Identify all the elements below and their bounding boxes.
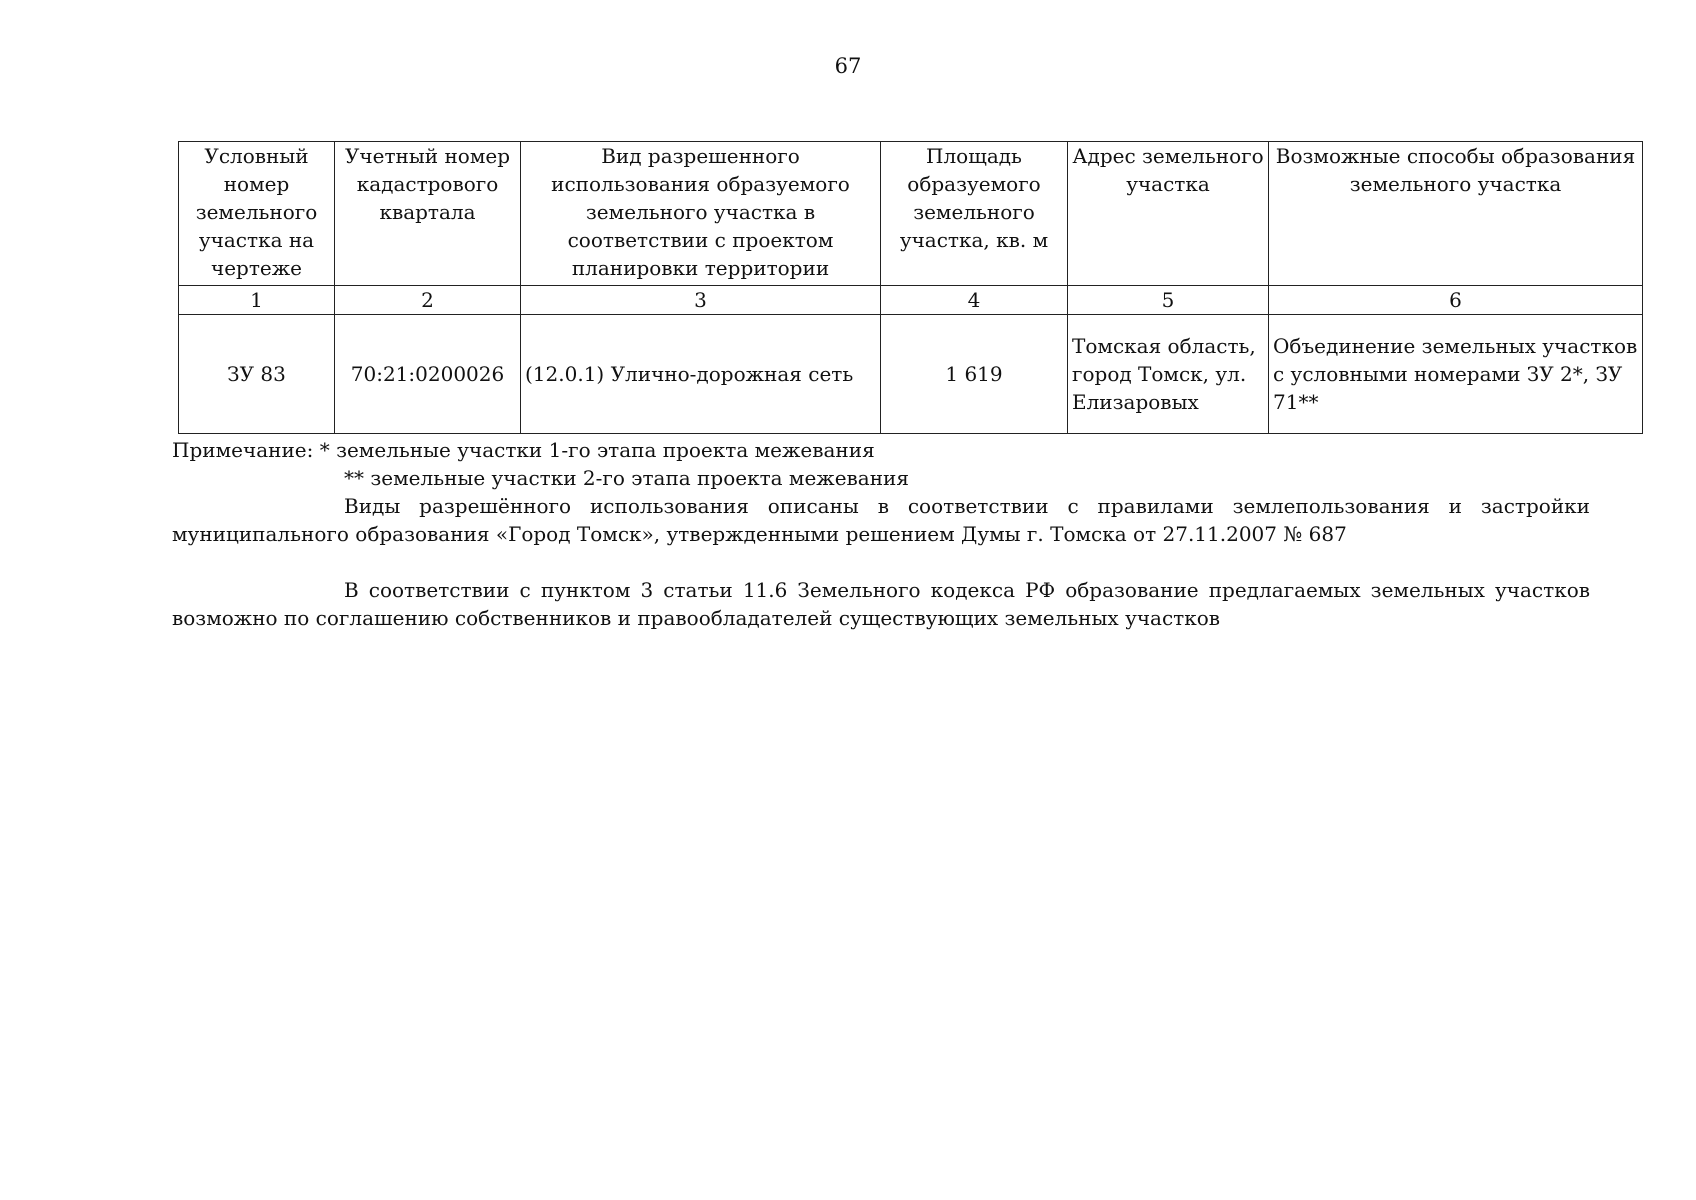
- table-row: [179, 315, 1643, 434]
- spacer: [172, 548, 1590, 576]
- land-code-paragraph-text: В соответствии с пунктом 3 статьи 11.6 Земельного кодекса РФ образование предлагаемых земельных участков возможно по соглашению собственников и правообладателей существующих земельных участков: [172, 578, 1590, 630]
- column-number: 5: [1068, 286, 1269, 315]
- header-area: Площадь образуемого земельного участка, кв. м: [881, 142, 1068, 286]
- header-formation-method: Возможные способы образования земельного участка: [1269, 142, 1643, 286]
- cell-formation-method: Объединение земельных участков с условными номерами ЗУ 2*, ЗУ 71**: [1269, 315, 1643, 434]
- note-permitted-use-rules-text: Виды разрешённого использования описаны в соответствии с правилами землепользования и застройки муниципального образования «Город Томск», утвержденными решением Думы г. Томска от 27.11.2007 № 687: [172, 494, 1590, 546]
- column-number: 2: [335, 286, 521, 315]
- column-number: 6: [1269, 286, 1643, 315]
- column-number: 3: [521, 286, 881, 315]
- page-number: 67: [834, 54, 862, 78]
- column-number: 4: [881, 286, 1068, 315]
- land-plots-table: [178, 141, 1643, 434]
- header-permitted-use: Вид разрешенного использования образуемого земельного участка в соответствии с проектом планировки территории: [521, 142, 881, 286]
- header-cadastral-quarter: Учетный номер кадастрового квартала: [335, 142, 521, 286]
- table-header-row: [179, 142, 1643, 286]
- header-plot-id: Условный номер земельного участка на чертеже: [179, 142, 335, 286]
- cell-permitted-use: (12.0.1) Улично-дорожная сеть: [521, 315, 881, 434]
- cell-area: 1 619: [881, 315, 1068, 434]
- land-plots-table-container: [178, 141, 1642, 434]
- cell-address: Томская область, город Томск, ул. Елизаровых: [1068, 315, 1269, 434]
- column-number-row: [179, 286, 1643, 315]
- note-stage-1: Примечание: * земельные участки 1-го этапа проекта межевания: [172, 438, 875, 462]
- land-code-paragraph: [172, 576, 1590, 632]
- cell-plot-id: ЗУ 83: [179, 315, 335, 434]
- header-address: Адрес земельного участка: [1068, 142, 1269, 286]
- cell-cadastral-quarter: 70:21:0200026: [335, 315, 521, 434]
- column-number: 1: [179, 286, 335, 315]
- notes-section: [172, 436, 1590, 632]
- note-stage-2: ** земельные участки 2-го этапа проекта межевания: [344, 466, 909, 490]
- note-permitted-use-rules: [172, 492, 1590, 548]
